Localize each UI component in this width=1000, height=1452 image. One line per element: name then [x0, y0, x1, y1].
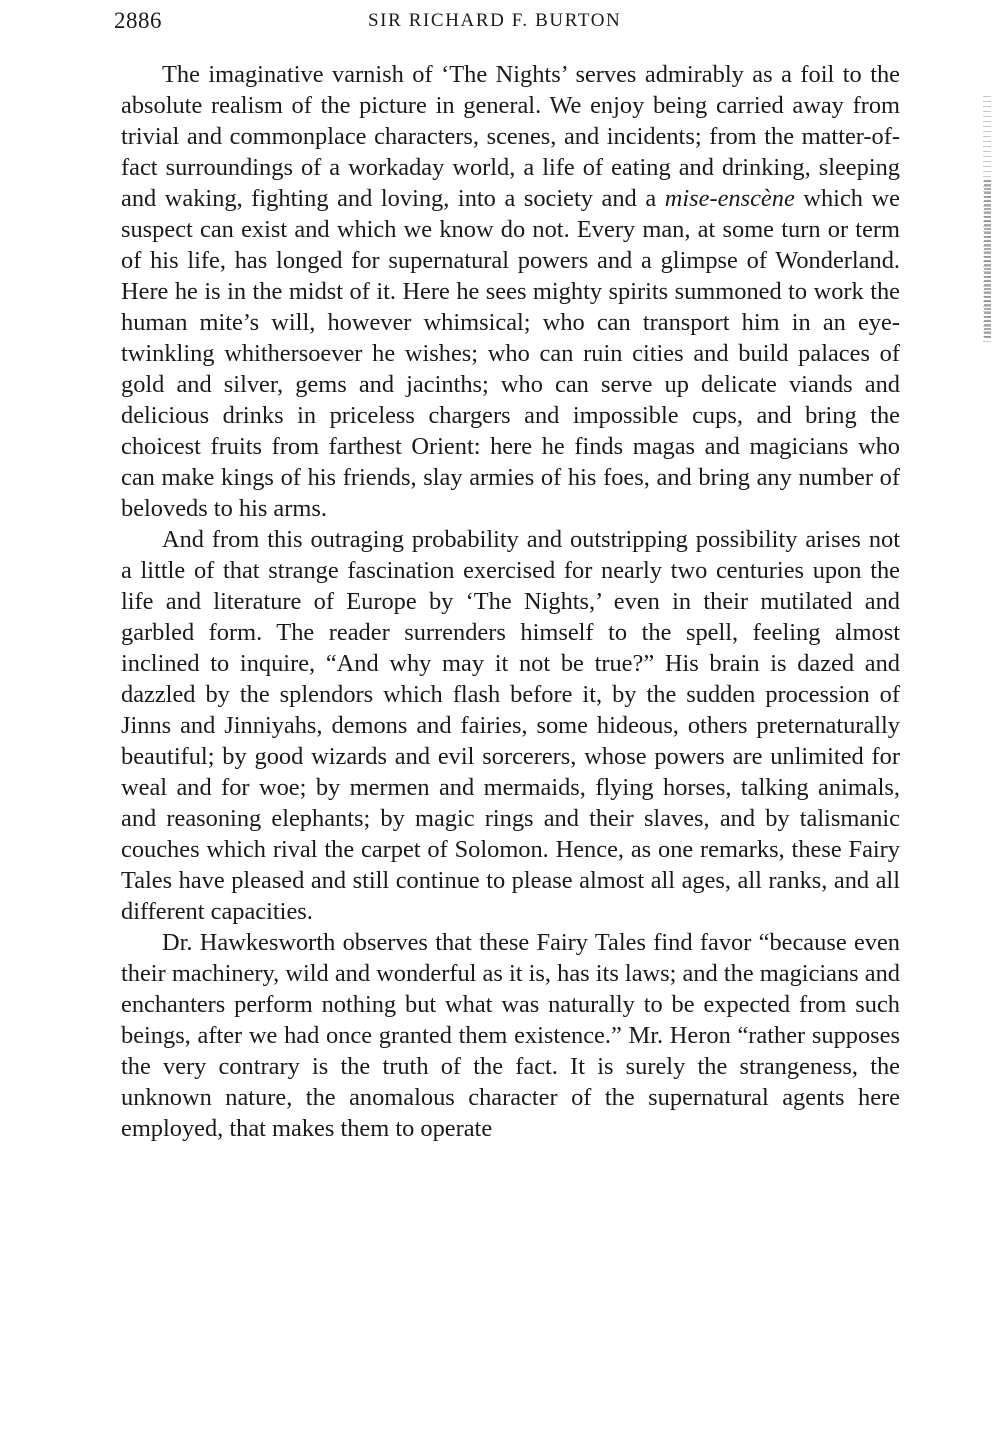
paragraph-text: which we suspect can exist and which we know do not. Every man, at some turn or term of his life, has longed for supernatural powers and a glimpse of Wonderland. Here he is in the midst of it. Here he sees mighty spirits summoned to work the human mite’s will, however whimsical; who can transport him in an eye-twinkling whithersoever he wishes; who can ruin cities and build palaces of gold and silver, gems and jacinths; who can serve up delicate viands and delicious drinks in priceless chargers and impossible cups, and bring the choicest fruits from farthest Orient: here he finds magas and magicians who can make kings of his friends, slay armies of his foes, and bring any number of beloveds to his arms. [121, 185, 900, 522]
body-text [121, 59, 900, 1144]
page-number: 2886 [114, 8, 162, 33]
page-header [0, 8, 1000, 38]
italic-phrase: mise-enscène [664, 185, 795, 212]
scan-margin-mark [984, 180, 991, 340]
paragraph: Dr. Hawkesworth observes that these Fairy Tales find favor “because even their machinery, wild and wonderful as it is, has its laws; and the magicians and enchanters perform nothing but what was naturally to be expected from such beings, after we had once granted them existence.” Mr. Heron “rather supposes the very contrary is the truth of the fact. It is surely the strangeness, the unknown nature, the anomalous character of the supernatural agents here employed, that makes them to operate [121, 929, 900, 1142]
paragraph-text: The imaginative varnish of ‘The Nights’ serves admirably as a foil to the absolute realism of the picture in general. We enjoy being carried away from trivial and commonplace characters, scenes, and incidents; from the matter-of-fact surroundings of a workaday world, a life of eating and drinking, sleeping and waking, fighting and loving, into a society and a [121, 61, 900, 212]
paragraph [121, 59, 900, 524]
running-head: SIR RICHARD F. BURTON [368, 10, 622, 31]
paragraph: And from this outraging probability and outstripping possibility arises not a little of that strange fascination exercised for nearly two centuries upon the life and literature of Europe by ‘The Nights,’ even in their mutilated and garbled form. The reader surrenders himself to the spell, feeling almost inclined to inquire, “And why may it not be true?” His brain is dazed and dazzled by the splendors which flash before it, by the sudden procession of Jinns and Jinniyahs, demons and fairies, some hideous, others preternaturally beautiful; by good wizards and evil sorcerers, whose powers are unlimited for weal and for woe; by mermen and mermaids, flying horses, talking animals, and reasoning elephants; by magic rings and their slaves, and by talismanic couches which rival the carpet of Solomon. Hence, as one remarks, these Fairy Tales have pleased and still continue to please almost all ages, all ranks, and all different capacities. [121, 526, 900, 925]
